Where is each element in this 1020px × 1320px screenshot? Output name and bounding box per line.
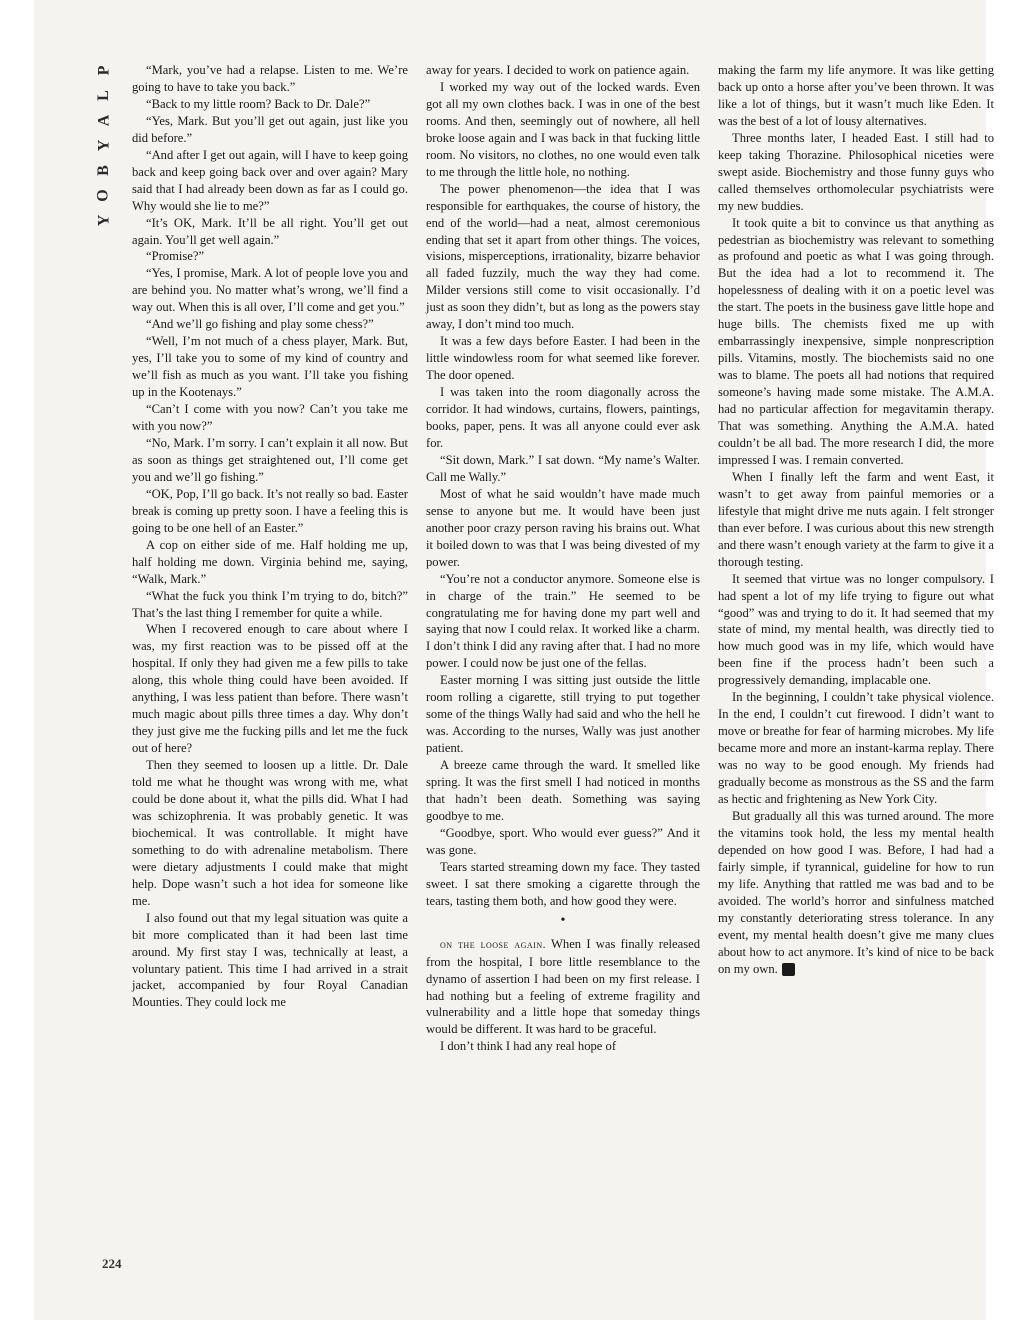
paragraph xyxy=(132,215,408,249)
paragraph-text: When I finally left the farm and went East, it wasn’t to get away from painful memories or a lifestyle that might drive me nuts again. I felt stronger than ever before. I was curious about this new strength and there wasn’t enough variety at the farm to give it a thorough testing. xyxy=(718,469,994,569)
paragraph-text: Easter morning I was sitting just outside the little room rolling a cigarette, still trying to put together some of the things Wally had said and who the hell he was. According to the nurses, Wally was just another patient. xyxy=(426,673,700,756)
paragraph-text: It seemed that virtue was no longer compulsory. I had spent a lot of my life trying to figure out what “good” was and trying to do it. It had seemed that my state of mind, my mental health, was directly tied to how much good was in my life, which would have been fine if the process hadn’t been such a progressively demanding, implacable one. xyxy=(718,571,994,688)
paragraph xyxy=(132,757,408,910)
section-lead-in: on the loose again. xyxy=(440,938,546,951)
rabbit-head-end-mark-icon: ♠ xyxy=(782,963,795,976)
masthead-letter: B xyxy=(94,164,112,176)
paragraph-text: “Mark, you’ve had a relapse. Listen to me. We’re going to have to take you back.” xyxy=(132,63,408,94)
masthead-letter: P xyxy=(95,64,112,76)
paragraph-text: A cop on either side of me. Half holding me up, half holding me down. Virginia behind me, saying, “Walk, Mark.” xyxy=(132,537,408,586)
paragraph xyxy=(426,333,700,384)
paragraph xyxy=(132,621,408,757)
paragraph-text: When I was finally released from the hospital, I bore little resemblance to the dynamo of assertion I had been on my first release. I had nothing but a feeling of extreme fragility and vulnerability and a little hope that someday things would be different. It was hard to be graceful. xyxy=(426,936,700,1037)
text-column-3 xyxy=(718,62,994,977)
paragraph xyxy=(426,62,700,79)
paragraph xyxy=(132,537,408,588)
masthead-letter: Y xyxy=(95,213,112,227)
masthead-letter: Y xyxy=(95,138,112,152)
paragraph xyxy=(426,384,700,452)
paragraph-text: “Back to my little room? Back to Dr. Dale?” xyxy=(146,96,371,111)
paragraph xyxy=(132,96,408,113)
paragraph-text: “Can’t I come with you now? Can’t you take me with you now?” xyxy=(132,402,408,434)
paragraph-text: A breeze came through the ward. It smelled like spring. It was the first smell I had noticed in months that hadn’t been death. Something was saying goodbye to me. xyxy=(426,758,700,823)
paragraph xyxy=(132,333,408,401)
paragraph-text: “And after I get out again, will I have to keep going back and keep going back over and over again? Mary said that I had already been down as far as I could go. Why would she lie to me?” xyxy=(132,147,408,213)
paragraph-text: Tears started streaming down my face. They tasted sweet. I sat there smoking a cigarette through the tears, tasting them both, and how good they were. xyxy=(426,859,700,908)
paragraph xyxy=(426,571,700,673)
paragraph xyxy=(132,486,408,537)
paragraph xyxy=(132,910,408,1012)
paragraph-text: The power phenomenon—the idea that I was responsible for earthquakes, the course of history, the end of the world—had a neat, almost ceremonious ending that set it apart from other things. The voices, visions, misperceptions, irrationality, bizarre behavior all faded fuzzily, much the way they had come. Milder versions still come to visit occasionally. I’d just as soon they didn’t, but as long as the powers stay away, I don’t mind too much. xyxy=(426,181,700,332)
page-number: 224 xyxy=(102,1256,122,1271)
magazine-page xyxy=(34,0,994,1320)
paragraph-text: When I recovered enough to care about where I was, my first reaction was to be pissed off at the hospital. If only they had given me a few pills to take along, this whole thing could have been avoided. If anything, I was less patient than before. There wasn’t much magic about pills three times a day. Why don’t they just give me the fucking pills and let me the fuck out of here? xyxy=(132,622,408,756)
text-column-2 xyxy=(426,62,700,1055)
paragraph-text: away for years. I decided to work on patience again. xyxy=(426,63,690,77)
paragraph xyxy=(426,452,700,486)
paragraph-text: I also found out that my legal situation was quite a bit more complicated than it had been last time around. My first stay I was, technically at least, a voluntary patient. This time I had arrived in a strait jacket, accompanied by four Royal Canadian Mounties. They could lock me xyxy=(132,910,408,1010)
paragraph xyxy=(132,588,408,622)
paragraph-text: “OK, Pop, I’ll go back. It’s not really so bad. Easter break is coming up pretty soon. I have a feeling this is going to be one hell of an Easter.” xyxy=(132,486,408,535)
paragraph xyxy=(426,1038,700,1055)
paragraph xyxy=(718,130,994,215)
paragraph xyxy=(426,825,700,859)
paragraph xyxy=(426,757,700,825)
paragraph-text: “Sit down, Mark.” I sat down. “My name’s Walter. Call me Wally.” xyxy=(426,452,700,484)
paragraph-text: “Goodbye, sport. Who would ever guess?” And it was gone. xyxy=(426,825,700,857)
paragraph-text: It took quite a bit to convince us that anything as pedestrian as biochemistry was relevant to something as profound and poetic as what I was going through. But the idea had a lot to recommend it. The hopelessness of dealing with it on a poetic level was the start. The poets in the business gave little hope and huge bills. The chemists fixed me up with embarrassingly inexpensive, simple nonprescription pills. Vitamins, mostly. The biochemists said no one was to blame. The poets all had notions that required someone’s having made some mistake. The A.M.A. had no particular affection for megavitamin therapy. That was something. Anything the A.M.A. hated couldn’t be all bad. The more research I did, the more impressed I was. I remain converted. xyxy=(718,215,994,467)
paragraph xyxy=(426,79,700,181)
masthead-letter: L xyxy=(94,89,112,101)
paragraph-text: “You’re not a conductor anymore. Someone else is in charge of the train.” He seemed to be congratulating me for having done my part well and saying that now I could relax. It worked like a charm. I don’t think I did any raving after that. I had no more power. I could now be just one of the fellas. xyxy=(426,571,700,671)
paragraph xyxy=(132,401,408,435)
paragraph-text: I was taken into the room diagonally across the corridor. It had windows, curtains, flowers, paintings, books, paper, pens. It was all anyone could ever ask for. xyxy=(426,385,700,450)
paragraph xyxy=(426,936,700,1039)
paragraph-text: It was a few days before Easter. I had been in the little windowless room for what seemed like forever. The door opened. xyxy=(426,334,700,383)
paragraph-text: “It’s OK, Mark. It’ll be all right. You’ll get out again. You’ll get well again.” xyxy=(132,215,408,247)
text-column-1 xyxy=(132,62,408,1011)
paragraph-text: But gradually all this was turned around. The more the vitamins took hold, the less my mental health depended on how good I was. Before, I had had a fairly simple, if tyrannical, guideline for how to run my life. Anything that rattled me was bad and to be avoided. The world’s horror and sinfulness matched my constantly deteriorating stress tolerance. In any event, my mental health doesn’t give me many clues about how to act anymore. It’s kind of nice to be back on my own. xyxy=(718,808,994,976)
masthead-vertical xyxy=(94,60,114,230)
paragraph xyxy=(132,113,408,147)
paragraph-text: “Yes, I promise, Mark. A lot of people love you and are behind you. No matter what’s wrong, we’ll find a way out. When this is all over, I’ll come and get you.” xyxy=(132,266,408,315)
paragraph xyxy=(718,689,994,808)
masthead-letter: O xyxy=(94,188,112,202)
paragraph xyxy=(718,469,994,571)
paragraph xyxy=(718,571,994,690)
paragraph-text: Then they seemed to loosen up a little. Dr. Dale told me what he thought was wrong with me, what could be done about it, what the pills did. What I had was schizophrenia. It was probably genetic. It was biochemical. It was controllable. It might have something to do with adrenaline metabolism. There were dietary adjustments I could make that might help. Dope wasn’t such a hot idea for someone like me. xyxy=(132,758,408,908)
paragraph-text: “Yes, Mark. But you’ll get out again, just like you did before.” xyxy=(132,113,408,145)
paragraph-text: making the farm my life anymore. It was like getting back up onto a horse after you’ve been thrown. It was like a lot of things, but it wasn’t much like Eden. It was the best of a lot of lousy alternatives. xyxy=(718,63,994,128)
paragraph xyxy=(426,672,700,757)
paragraph xyxy=(132,62,408,96)
paragraph-text: “Well, I’m not much of a chess player, Mark. But, yes, I’ll take you to some of my kind of country and we’ll fish as much as you want. I’ll take you fishing up in the Kootenays.” xyxy=(132,334,408,400)
paragraph-text: I worked my way out of the locked wards. Even got all my own clothes back. I was in one of the best rooms. And then, seemingly out of nowhere, all hell broke loose again and I was back in that fucking little room. No visitors, no clothes, no one would even talk to me through the little hole, no nothing. xyxy=(426,79,700,179)
paragraph xyxy=(132,147,408,215)
paragraph xyxy=(718,215,994,469)
paragraph-text: I don’t think I had any real hope of xyxy=(440,1039,617,1054)
paragraph xyxy=(132,435,408,486)
paragraph-text: “Promise?” xyxy=(146,249,205,264)
paragraph xyxy=(132,316,408,333)
paragraph-text: “What the fuck you think I’m trying to do, bitch?” That’s the last thing I remember for quite a while. xyxy=(132,588,408,620)
paragraph xyxy=(132,265,408,316)
paragraph xyxy=(426,859,700,910)
paragraph xyxy=(426,181,700,334)
section-break-bullet: • xyxy=(560,912,566,928)
paragraph xyxy=(426,486,700,571)
paragraph-text: “And we’ll go fishing and play some chess?” xyxy=(146,317,374,332)
paragraph xyxy=(132,248,408,265)
paragraph xyxy=(718,62,994,130)
paragraph-text: Most of what he said wouldn’t have made much sense to anyone but me. It would have been just another poor crazy person raving his brains out. What it boiled down to was that I was being divested of my power. xyxy=(426,486,700,569)
paragraph-text: “No, Mark. I’m sorry. I can’t explain it all now. But as soon as things get straightened out, I’ll come get you and we’ll go fishing.” xyxy=(132,435,408,484)
paragraph xyxy=(718,808,994,978)
masthead-letter: A xyxy=(95,113,112,127)
paragraph-text: In the beginning, I couldn’t take physical violence. In the end, I couldn’t cut firewood. I didn’t want to move or breathe for fear of harming microbes. My life became more and more an instant-karma replay. There was no way to be good enough. My friends had gradually become as monstrous as the SS and the farm as hectic and frightening as New York City. xyxy=(718,690,994,806)
paragraph-text: Three months later, I headed East. I still had to keep taking Thorazine. Philosophical niceties were swept aside. Biochemistry and those funny guys who called themselves orthomolecular psychiatrists were my new buddies. xyxy=(718,130,994,213)
